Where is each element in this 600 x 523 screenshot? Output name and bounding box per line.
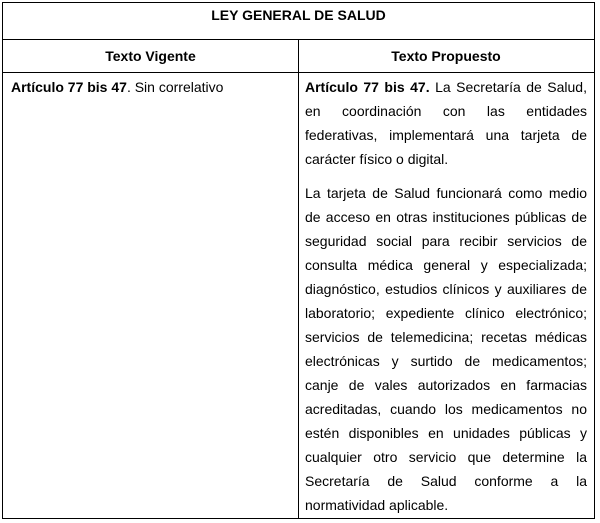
vigente-article-number: Artículo 77 bis 47	[11, 79, 127, 95]
header-texto-vigente	[3, 40, 298, 72]
propuesto-article-number: Artículo 77 bis 47.	[305, 79, 430, 95]
law-comparison-table	[2, 2, 595, 519]
column-divider	[298, 40, 299, 518]
cell-texto-vigente	[11, 75, 291, 99]
vigente-paragraph	[11, 75, 291, 99]
table-title: LEY GENERAL DE SALUD	[211, 7, 386, 23]
header-right-label: Texto Propuesto	[391, 48, 501, 64]
propuesto-paragraph-1	[305, 75, 587, 171]
table-title-row	[3, 3, 594, 40]
header-texto-propuesto	[298, 40, 594, 72]
header-left-label: Texto Vigente	[105, 48, 196, 64]
vigente-article-text: . Sin correlativo	[126, 79, 224, 95]
cell-texto-propuesto	[305, 75, 587, 517]
propuesto-paragraph-2: La tarjeta de Salud funcionará como medio de acceso en otras instituciones públicas de seguridad social para recibir servicios de consulta médica general y especializada; diagnóstico, estudios clínicos y auxiliares de laboratorio; expediente clínico electrónico; servicios de telemedicina; recetas médicas electrónicas y surtido de medicamentos; canje de vales autorizados en farmacias acreditadas, cuando los medicamentos no estén disponibles en unidades públicas y cualquier otro servicio que determine la Secretaría de Salud conforme a la normatividad aplicable.	[305, 185, 587, 513]
propuesto-paragraph-1-text: La Secretaría de Salud, en coordinación con las entidades federativas, implementará una tarjeta de carácter físico o digital.	[305, 79, 587, 167]
